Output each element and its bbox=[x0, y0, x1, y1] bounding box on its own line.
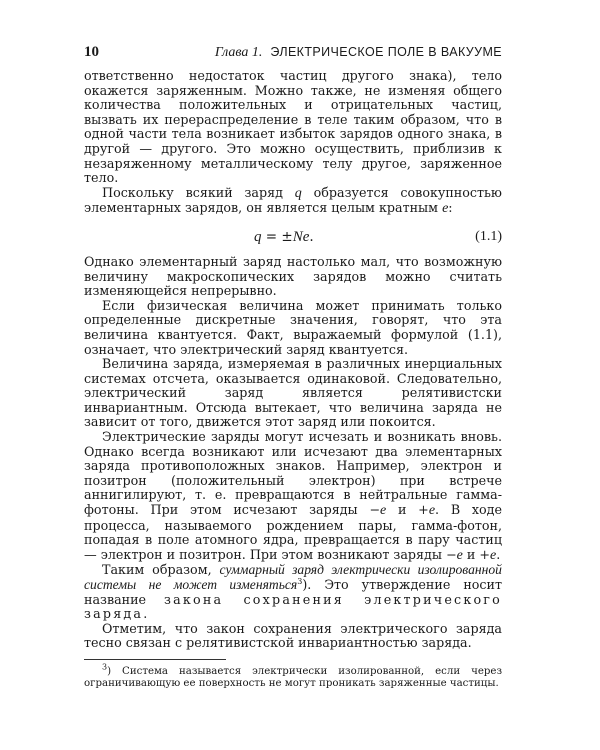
p6-var-3: e bbox=[456, 547, 463, 563]
p6-var-1: e bbox=[380, 503, 387, 519]
footnote-ref[interactable]: 3 bbox=[297, 576, 303, 586]
page-number: 10 bbox=[84, 44, 99, 60]
paragraph-7 bbox=[84, 563, 502, 621]
formula-expression bbox=[254, 229, 314, 246]
var-e: e bbox=[442, 201, 449, 217]
paragraph-8: Отметим, что закон сохранения электрического заряда тесно связан с релятивистской инвариантностью заряда. bbox=[84, 620, 502, 651]
chapter-title: ЭЛЕКТРИЧЕСКОЕ ПОЛЕ В ВАКУУМЕ bbox=[270, 45, 502, 59]
book-page bbox=[84, 44, 502, 691]
footnote-marker: 3 bbox=[102, 662, 108, 672]
running-head bbox=[84, 44, 502, 61]
chapter-label: Глава 1. bbox=[214, 45, 263, 60]
paragraph-4: Если физическая величина может принимать только определенные дискретные значения, говорят, что эта величина квантуется. Факт, выражаемый формулой (1.1), означает, что электрический заряд квантуется. bbox=[84, 297, 502, 357]
p6-text-a: Электрические заряды могут исчезать и возникать вновь. Однако всегда возникают или исчезают два элементарных заряда противоположных знаков. Например, электрон и позитрон (положительный электрон) при встрече аннигилируют, т. е. превращаются в нейтральные гамма-фотоны. При этом исчезают заряды − bbox=[84, 429, 502, 518]
p6-text-c: . В ходе процесса, называемого рождением пары, гамма-фотон, попадая в поле атомного ядра, превращается в пару частиц — электрон и позитрон. При этом возникают заряды − bbox=[84, 502, 502, 562]
footnote-text: Система называется электрически изолированной, если через ограничивающую ее поверхность не могут проникать заряженные частицы. bbox=[84, 665, 502, 690]
footnote-marker-close: ) bbox=[107, 665, 112, 677]
paragraph-3: Однако элементарный заряд настолько мал, что возможную величину макроскопических зарядов можно считать изменяющейся непрерывно. bbox=[84, 253, 502, 299]
var-q: q bbox=[294, 185, 302, 201]
p6-var-2: e bbox=[428, 503, 436, 519]
p6-var-4: e bbox=[489, 547, 497, 563]
chapter-heading bbox=[215, 45, 502, 61]
p2-text-b: образуется совокупностью элементарных зарядов, он является целым кратным bbox=[84, 184, 502, 216]
p7-emphasis: суммарный заряд электрически изолированной системы не может изменяться bbox=[84, 562, 502, 592]
formula-lhs: q bbox=[254, 228, 262, 245]
paragraph-5: Величина заряда, измеряемая в различных инерциальных системах отсчета, оказывается одинаковой. Следовательно, электрический заряд является релятивистски инвариантным. Отсюда вытекает, что величина заряда не зависит от того, движется этот заряд или покоится. bbox=[84, 356, 502, 430]
formula-end: . bbox=[309, 228, 314, 245]
paragraph-1: ответственно недостаток частиц другого знака), тело окажется заряженным. Можно также, не изменяя общего количества положительных и отрицательных частиц, вызвать их перераспределение в теле таким образом, что в одной части тела возникает избыток зарядов одного знака, в другой — другого. Это можно осуществить, приблизив к незаряженному металлическому телу другое, заряженное тело. bbox=[84, 68, 502, 186]
paragraph-6 bbox=[84, 430, 502, 563]
paragraph-2 bbox=[84, 186, 502, 217]
p7-text-b: ). Это утверждение носит название bbox=[84, 577, 502, 607]
formula-number: (1.1) bbox=[475, 228, 502, 244]
formula-mid: = ± bbox=[261, 228, 293, 245]
law-name: закона сохранения электрического заряда bbox=[84, 591, 502, 622]
footnote-divider bbox=[84, 659, 226, 660]
footnote bbox=[84, 662, 502, 691]
p7-text-a: Таким образом, bbox=[102, 562, 220, 578]
p2-text-a: Поскольку всякий заряд bbox=[102, 184, 283, 200]
formula-rhs: Ne bbox=[292, 228, 310, 245]
formula-1-1 bbox=[84, 221, 502, 251]
p2-text-c: : bbox=[448, 200, 453, 216]
p6-text-d: и + bbox=[462, 546, 490, 562]
p6-text-b: и + bbox=[386, 502, 429, 518]
p7-text-c: . bbox=[143, 606, 148, 622]
p6-text-e: . bbox=[496, 546, 501, 562]
